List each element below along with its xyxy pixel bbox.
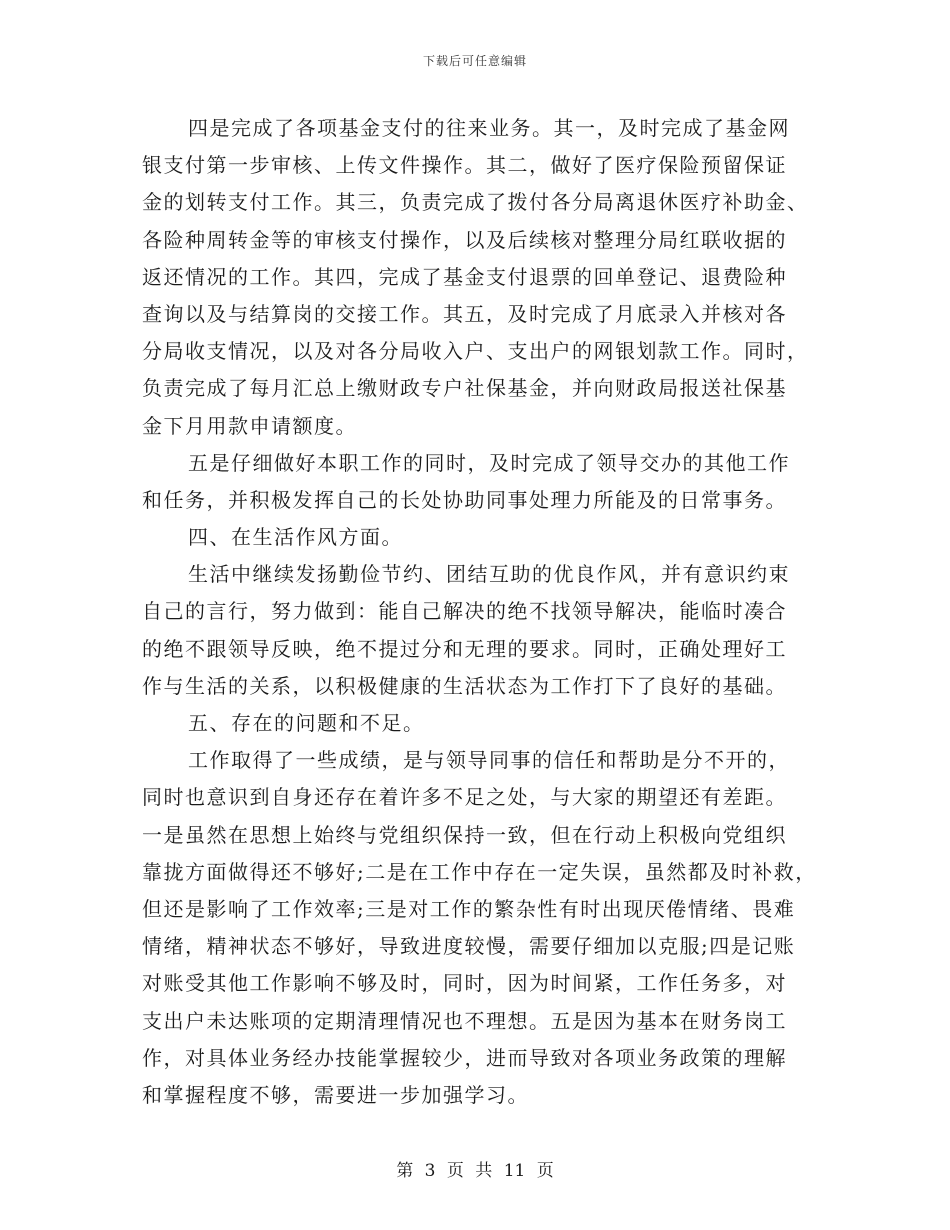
paragraph-line: 靠拢方面做得还不够好;二是在工作中存在一定失误，虽然都及时补救， — [142, 859, 817, 884]
paragraph-line: 支出户未达账项的定期清理情况也不理想。五是因为基本在财务岗工 — [142, 1008, 787, 1033]
paragraph-line: 四是完成了各项基金支付的往来业务。其一，及时完成了基金网 — [188, 116, 790, 140]
paragraph-line: 返还情况的工作。其四，完成了基金支付退票的回单登记、退费险种 — [142, 264, 787, 289]
paragraph-line: 自己的言行，努力做到：能自己解决的绝不找领导解决，能临时凑合 — [142, 599, 787, 624]
paragraph-line: 对账受其他工作影响不够及时，同时，因为时间紧，工作任务多，对 — [142, 971, 787, 996]
paragraph-line: 工作取得了一些成绩，是与领导同事的信任和帮助是分不开的， — [188, 748, 790, 773]
paragraph-line: 情绪，精神状态不够好，导致进度较慢，需要仔细加以克服;四是记账 — [142, 934, 796, 959]
page-header: 下载后可任意编辑 — [422, 54, 527, 68]
paragraph-line: 作与生活的关系，以积极健康的生活状态为工作打下了良好的基础。 — [142, 673, 787, 698]
paragraph-line: 同时也意识到自身还存在着许多不足之处，与大家的期望还有差距。 — [142, 785, 787, 810]
paragraph-line: 各险种周转金等的审核支付操作，以及后续核对整理分局红联收据的 — [142, 227, 787, 252]
paragraph-line: 金的划转支付工作。其三，负责完成了拨付各分局离退休医疗补助金、 — [142, 190, 809, 215]
paragraph-line: 一是虽然在思想上始终与党组织保持一致，但在行动上积极向党组织 — [142, 822, 787, 847]
paragraph-line: 但还是影响了工作效率;三是对工作的繁杂性有时出现厌倦情绪、畏难 — [142, 896, 796, 921]
paragraph-line: 和掌握程度不够，需要进一步加强学习。 — [142, 1082, 529, 1107]
paragraph-line: 分局收支情况，以及对各分局收入户、支出户的网银划款工作。同时， — [142, 339, 809, 364]
paragraph-line: 查询以及与结算岗的交接工作。其五，及时完成了月底录入并核对各 — [142, 301, 787, 326]
paragraph-line: 银支付第一步审核、上传文件操作。其二，做好了医疗保险预留保证 — [142, 153, 787, 178]
page-number-footer: 第 3 页 共 11 页 — [396, 1161, 554, 1181]
paragraph-line: 金下月用款申请额度。 — [142, 413, 357, 438]
paragraph-line: 生活中继续发扬勤俭节约、团结互助的优良作风，并有意识约束 — [188, 562, 790, 587]
paragraph-line: 负责完成了每月汇总上缴财政专户社保基金，并向财政局报送社保基 — [142, 376, 787, 401]
paragraph-line: 的绝不跟领导反映，绝不提过分和无理的要求。同时，正确处理好工 — [142, 636, 787, 661]
section-heading: 四、在生活作风方面。 — [188, 525, 403, 550]
paragraph-line: 和任务，并积极发挥自己的长处协助同事处理力所能及的日常事务。 — [142, 487, 787, 512]
paragraph-line: 作，对具体业务经办技能掌握较少，进而导致对各项业务政策的理解 — [142, 1045, 787, 1070]
section-heading: 五、存在的问题和不足。 — [188, 711, 425, 735]
document-body — [142, 110, 817, 1114]
paragraph-line: 五是仔细做好本职工作的同时，及时完成了领导交办的其他工作 — [188, 450, 790, 475]
